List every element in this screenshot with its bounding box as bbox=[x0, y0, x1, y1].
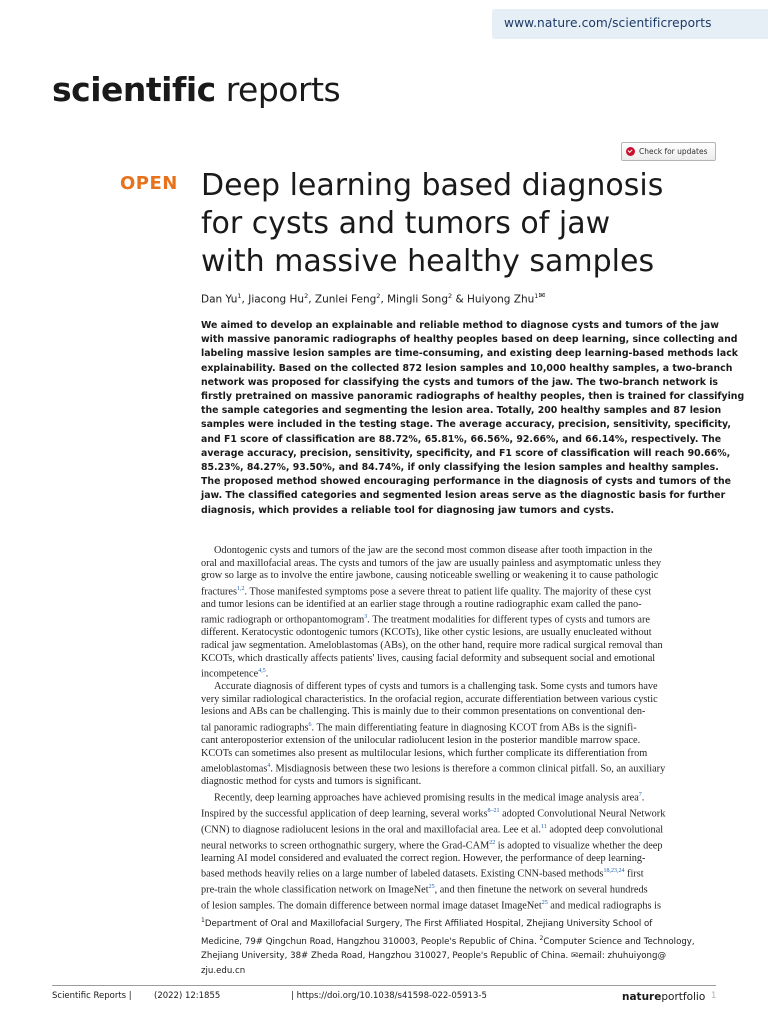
body-line: lesions and ABs can be challenging. This is mainly due to their common presentations on conventional den- bbox=[201, 706, 646, 718]
citation-link[interactable]: 7 bbox=[638, 791, 642, 798]
citation-link[interactable]: 1,2 bbox=[237, 585, 245, 592]
author-separator: , bbox=[380, 293, 388, 306]
email-icon: ✉ bbox=[570, 951, 579, 962]
abstract-line: The proposed method showed encouraging performance in the diagnosis of cysts and tumors of the bbox=[201, 476, 732, 488]
email-link-continued[interactable]: zju.edu.cn bbox=[201, 966, 246, 977]
abstract-line: the sample categories and segmenting the lesion area. Totally, 200 healthy samples and 87 lesion bbox=[201, 405, 722, 417]
logo-regular-part: reports bbox=[225, 70, 341, 109]
author-name[interactable]: Dan Yu bbox=[201, 293, 238, 306]
author-affiliation-marker: 2 bbox=[376, 292, 381, 300]
body-line: fractures$^{1,2}$. Those manifested symptoms pose a severe threat to patient life quality. The majority of these cyst bbox=[201, 585, 652, 598]
body-line: grow so large as to involve the entire jawbone, causing noticeable swelling or weakening it to cause pathologic bbox=[201, 570, 659, 582]
abstract-line: We aimed to develop an explainable and reliable method to diagnose cysts and tumors of the jaw bbox=[201, 320, 719, 331]
body-line: learning AI model considered and evaluated the correct region. However, the performance of deep learning- bbox=[201, 852, 646, 864]
footer-divider bbox=[52, 985, 716, 986]
abstract-line: firstly pretrained on massive panoramic radiographs of healthy peoples, then is trained for classifying bbox=[201, 391, 745, 403]
abstract-line: labeling massive lesion samples are time-consuming, and existing deep learning-based methods lack bbox=[201, 348, 739, 360]
body-line: pre-train the whole classification network on ImageNet$^{25}$, and then finetune the network on several hundreds bbox=[201, 884, 648, 896]
citation-link[interactable]: 22 bbox=[489, 839, 496, 846]
abstract-line: diagnosis, which provides a reliable tool for diagnosing jaw tumors and cysts. bbox=[201, 504, 615, 516]
publisher-logo: natureportfolio bbox=[622, 991, 706, 1003]
citation-link[interactable]: 11 bbox=[540, 823, 547, 830]
title-line: with massive healthy samples bbox=[201, 244, 655, 279]
author-separator: , bbox=[308, 293, 315, 306]
body-line: different. Keratocystic odontogenic tumors (KCOTs), like other cystic lesions, are usually enucleated without bbox=[201, 627, 652, 639]
author-name[interactable]: Zunlei Feng bbox=[314, 293, 377, 306]
body-line: KCOTs can sometimes also present as multilocular lesions, which further complicate its differentiation from bbox=[201, 747, 648, 759]
abstract-line: 85.23%, 84.27%, 93.50%, and 84.74%, if only classifying the lesion samples and healthy samples. bbox=[201, 462, 719, 474]
body-line: and tumor lesions can be identified at an earlier stage through a routine radiographic exam called the pano- bbox=[201, 598, 642, 610]
body-line: very similar radiological characteristics. In the orofacial region, accurate differentiation between various cystic bbox=[201, 693, 658, 705]
citation-link[interactable]: 4 bbox=[267, 763, 271, 770]
author-affiliation-marker: 1 bbox=[534, 292, 539, 300]
citation-link[interactable]: 6 bbox=[308, 721, 312, 728]
journal-url-link[interactable]: www.nature.com/scientificreports bbox=[504, 16, 712, 30]
author-affiliation-marker: 2 bbox=[304, 292, 309, 300]
author-separator: , bbox=[241, 293, 249, 306]
citation-link[interactable]: 4,5 bbox=[258, 668, 266, 675]
citation-link[interactable]: 8–21 bbox=[487, 807, 500, 814]
doi-link[interactable]: | https://doi.org/10.1038/s41598-022-05913-5 bbox=[291, 991, 487, 1001]
affiliation-line: Medicine, 79# Qingchun Road, Hangzhou 310003, People's Republic of China. $^2$Computer Science and Technology, bbox=[201, 934, 695, 947]
abstract-line: and F1 score of classification are 88.72%, 65.81%, 66.56%, 92.66%, and 66.14%, respectively. The bbox=[201, 433, 722, 445]
open-access-label: OPEN bbox=[120, 173, 178, 194]
body-line: of lesion samples. The domain difference between normal image dataset ImageNet$^{25}$ and medical radiographs is bbox=[201, 900, 661, 912]
body-line: ameloblastomas$^4$. Misdiagnosis between these two lesions is therefore a common clinical pitfall. So, an auxiliary bbox=[201, 763, 666, 775]
body-line: based methods heavily relies on a large number of labeled datasets. Existing CNN-based methods$^{18,23,24}$ first bbox=[201, 868, 644, 880]
title-line: for cysts and tumors of jaw bbox=[201, 206, 611, 241]
body-line: diagnostic method for cysts and tumors is significant. bbox=[201, 776, 422, 788]
check-updates-icon bbox=[626, 147, 635, 156]
body-line: incompetence$^{4,5}$. bbox=[201, 668, 269, 680]
affiliation-line: $^1$Department of Oral and Maxillofacial Surgery, The First Affiliated Hospital, Zhejiang University School of bbox=[201, 917, 653, 929]
body-line: Odontogenic cysts and tumors of the jaw are the second most common disease after tooth impaction in the bbox=[214, 545, 653, 556]
abstract-line: explainability. Based on the collected 872 lesion samples and 10,000 healthy samples, a two-branch bbox=[201, 362, 733, 374]
body-line: neural networks to screen orthognathic surgery, where the Grad-CAM$^{22}$ is adopted to visualize whether the deep bbox=[201, 839, 663, 852]
email-link[interactable]: email: zhuhuiyong@ bbox=[578, 951, 667, 962]
author-name[interactable]: Mingli Song bbox=[387, 293, 449, 306]
footer-journal: Scientific Reports | bbox=[52, 991, 132, 1001]
title-line: Deep learning based diagnosis bbox=[201, 168, 664, 203]
body-line: (CNN) to diagnose radiolucent lesions in the oral and maxillofacial area. Lee et al.$^{11}$ adopted deep convolutional bbox=[201, 823, 664, 836]
abstract-line: with massive panoramic radiographs of healthy peoples based on deep learning, since collecting and bbox=[201, 334, 738, 346]
citation-link[interactable]: 18,23,24 bbox=[603, 868, 625, 875]
author-affiliation-marker: 2 bbox=[448, 292, 453, 300]
body-line: oral and maxillofacial areas. The cysts and tumors of the jaw are usually painless and asymptomatic unless they bbox=[201, 557, 662, 569]
body-line: KCOTs, which drastically affects patients' lives, causing facial deformity and subsequent social and emotional bbox=[201, 652, 656, 664]
logo-bold-part: scientific bbox=[52, 70, 216, 109]
article-title bbox=[201, 167, 671, 281]
body-line: Recently, deep learning approaches have achieved promising results in the medical image analysis area$^7$. bbox=[214, 791, 645, 804]
journal-logo[interactable] bbox=[52, 70, 340, 109]
body-line: radical jaw segmentation. Ameloblastomas (ABs), on the other hand, require more radical surgical removal than bbox=[201, 640, 663, 651]
abstract-line: jaw. The classified categories and segmented lesion areas serve as the diagnostic basis for further bbox=[201, 490, 726, 502]
affiliation-line bbox=[201, 964, 716, 979]
affiliations bbox=[201, 914, 716, 979]
author-list bbox=[201, 291, 545, 306]
abstract-line: samples were included in the testing stage. The average accuracy, precision, sensitivity, specificity, bbox=[201, 419, 731, 431]
author-name[interactable]: Jiacong Hu bbox=[248, 293, 305, 306]
citation-link[interactable]: 3 bbox=[364, 614, 368, 621]
body-line: Accurate diagnosis of different types of cysts and tumors is a challenging task. Some cysts and tumors have bbox=[214, 681, 658, 693]
corresponding-author-mail-icon[interactable]: ✉ bbox=[538, 291, 546, 300]
body-line: tal panoramic radiographs$^6$. The main differentiating feature in diagnosing KCOT from ABs is the signifi- bbox=[201, 721, 637, 734]
citation-link[interactable]: 25 bbox=[541, 900, 548, 907]
footer-volume: (2022) 12:1855 bbox=[154, 991, 221, 1001]
body-line: Inspired by the successful application of deep learning, several works$^{8-21}$ adopted Convolutional Neural Network bbox=[201, 807, 666, 820]
body-line: cant anteroposterior extension of the unilocular radiolucent lesion in the posterior mandible marrow space. bbox=[201, 735, 641, 746]
page-number: 1 bbox=[711, 991, 717, 1001]
body-text bbox=[201, 545, 716, 914]
author-affiliation-marker: 1 bbox=[237, 292, 242, 300]
author-separator: & bbox=[452, 293, 468, 306]
abstract-line: network was proposed for classifying the cysts and tumors of the jaw. The two-branch network is bbox=[201, 376, 719, 388]
abstract-line: average accuracy, precision, sensitivity, specificity, and F1 score of classification will reach 90.66%, bbox=[201, 447, 731, 459]
abstract bbox=[201, 319, 745, 518]
body-line: ramic radiograph or orthopantomogram$^3$. The treatment modalities for different types of cysts and tumors are bbox=[201, 614, 650, 626]
affiliation-line: Zhejiang University, 38# Zheda Road, Hangzhou 310027, People's Republic of China. ✉email: zhuhuiyong@ bbox=[201, 951, 667, 962]
check-for-updates-button[interactable] bbox=[621, 142, 716, 161]
citation-link[interactable]: 25 bbox=[428, 884, 435, 891]
author-name[interactable]: Huiyong Zhu bbox=[467, 293, 535, 306]
check-updates-label: Check for updates bbox=[639, 147, 708, 156]
